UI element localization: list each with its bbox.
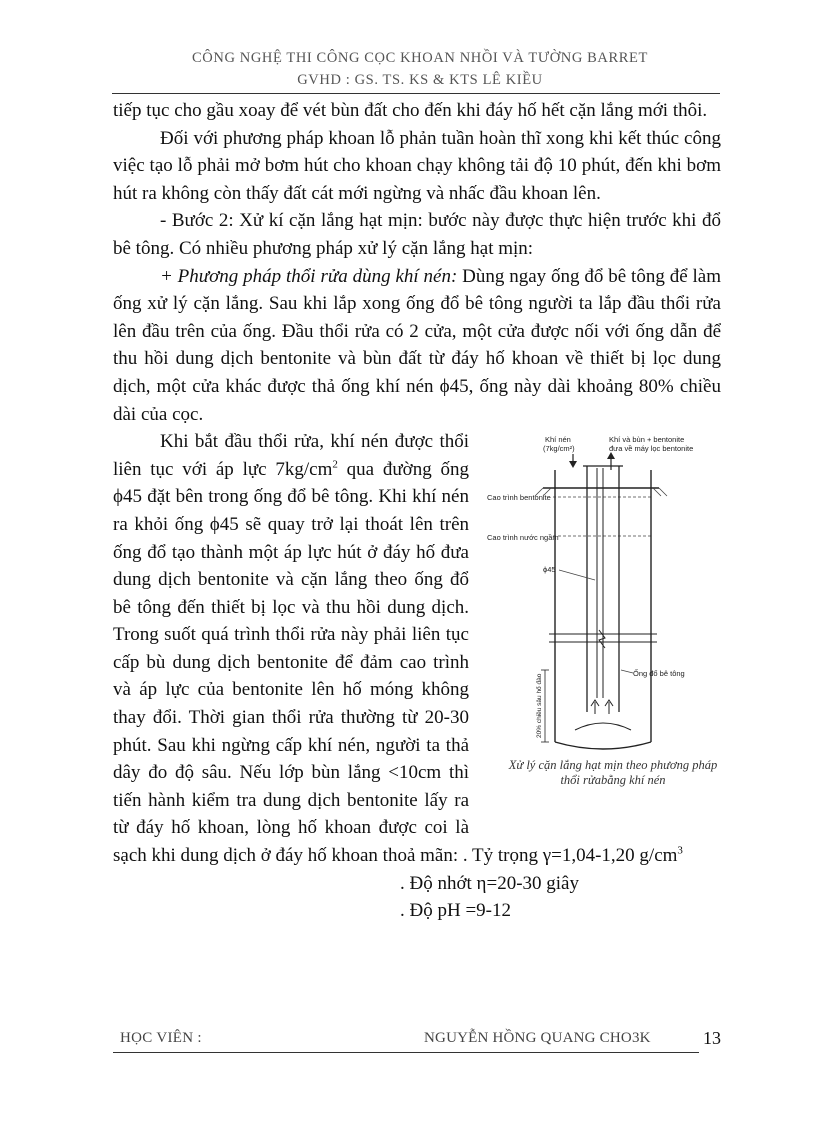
footer-rule [113, 1052, 699, 1053]
page-number: 13 [703, 1028, 721, 1048]
paragraph-reverse-circulation: Đối với phương pháp khoan lỗ phản tuần hoàn thĩ xong khi kết thúc công việc tạo lỗ phải mở bơm hút cho khoan chạy không tải độ 10 phút, đến khi bơm hút ra không còn thấy đất cát mới ngừng và nhấc đầu khoan lên. [113, 127, 721, 204]
header-rule [112, 93, 720, 94]
criterion-viscosity: . Độ nhớt η=20-30 giây [400, 872, 579, 894]
paragraph-step-2: - Bước 2: Xử kí cặn lắng hạt mịn: bước này được thực hiện trước khi đổ bê tông. Có nhiều phương pháp xử lý cặn lắng hạt mịn: [113, 210, 721, 259]
footer-student-label: HỌC VIÊN : [120, 1030, 202, 1046]
label-air: Khí nén [545, 435, 571, 445]
label-return-line2: đưa về máy lọc bentonite [609, 444, 694, 454]
label-depth-20-percent: 20% chiều sâu hố đào [536, 673, 543, 739]
figure-air-flush-diagram [483, 430, 721, 816]
running-header-title: CÔNG NGHỆ THI CÔNG CỌC KHOAN NHỒI VÀ TƯỜNG BARRET [192, 50, 648, 66]
running-header-advisor: GVHD : GS. TS. KS & KTS LÊ KIỀU [297, 72, 543, 88]
label-phi45: ϕ45 [543, 565, 556, 575]
air-inlet-arrow-icon [569, 461, 577, 468]
label-air-pressure: (7kg/cm²) [543, 444, 575, 454]
air-flush-diagram-svg [483, 430, 721, 760]
method-heading: + Phương pháp thổi rửa dùng khí nén: [160, 265, 458, 287]
body-text [113, 97, 721, 925]
paragraph-continuation: tiếp tục cho gầu xoay để vét bùn đất cho đến khi đáy hố hết cặn lắng mới thôi. [113, 100, 708, 121]
paragraph-air-flush-procedure: Khi bắt đầu thổi rửa, khí nén được thổi liên tục với áp lực $7kg/cm^2$ qua đường ống ϕ45 đặt bên trong ống đổ bê tông. Khi khí nén ra khỏi ống ϕ45 sẽ quay trở lại thoát lên trên ống đổ tạo thành một áp lực hút ở đáy hố đưa dung dịch bentonite và cặn lắng theo ống đổ bê tông đến thiết bị lọc và thu hồi dung dịch. Trong suốt quá trình thổi rửa này phải liên tục cấp bù dung dịch bentonite để đảm cao trình và áp lực của bentonite lên hố móng không thay đổi. Thời gian thổi rửa thường từ 20-30 phút. Sau khi ngừng cấp khí nén, người ta thả dây đo độ sâu. Nếu lớp bùn lắng <10cm thì tiến hành kiểm tra dung dịch bentonite lấy ra từ đáy hố khoan, lòng hố khoan được coi là sạch khi dung dịch ở đáy hố khoan thoả mãn: . Tỷ trọng γ=1,04-1,20 $g/cm^3$ [113, 431, 683, 867]
label-concrete-pipe: Ống đổ bê tông [633, 669, 685, 679]
figure-caption: Xử lý cặn lắng hạt mịn theo phương pháp thổi rửabằng khí nén [508, 758, 718, 788]
label-groundwater-level: Cao trình nước ngầm [487, 533, 559, 543]
label-bentonite-level: Cao trình bentonite [487, 493, 551, 503]
return-outlet-arrow-icon [607, 452, 615, 459]
footer-student-name: NGUYỄN HỒNG QUANG CHO3K [424, 1030, 651, 1046]
paragraph-air-flush-method: + Phương pháp thổi rửa dùng khí nén: Dùng ngay ống đổ bê tông để làm ống xử lý cặn lắng. Sau khi lắp xong ống đổ bê tông người ta lắp đầu thổi rửa lên đầu trên của ống. Đầu thổi rửa có 2 cửa, một cửa được nối với ống dẫn để thu hồi dung dịch bentonite và bùn đất từ đáy hố khoan về thiết bị lọc dung dịch, một cửa khác được thả ống khí nén ϕ45, ống này dài khoảng 80% chiều dài của cọc. [113, 265, 721, 425]
criterion-ph: . Độ pH =9-12 [400, 900, 511, 922]
label-return-line1: Khí và bùn + bentonite [609, 435, 685, 445]
